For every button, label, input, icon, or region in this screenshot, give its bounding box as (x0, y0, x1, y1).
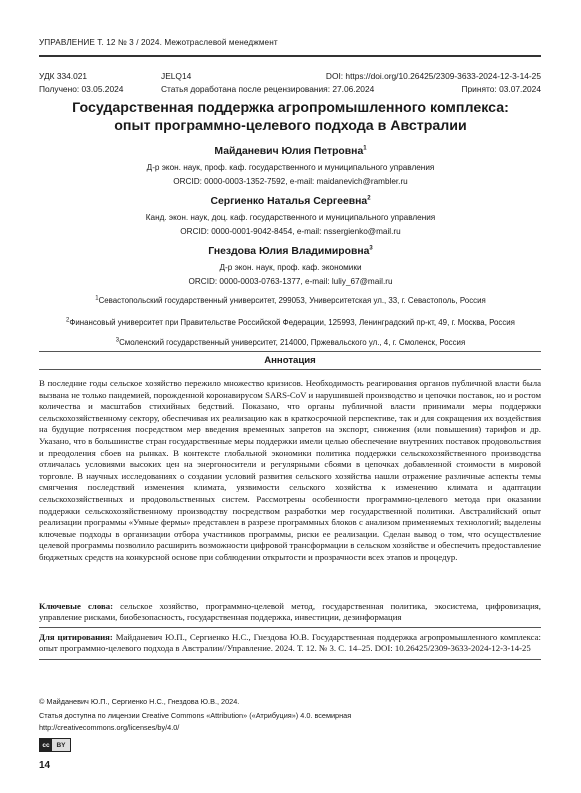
license-url[interactable]: http://creativecommons.org/licenses/by/4.0/ (39, 723, 180, 732)
article-title (20, 99, 561, 135)
revised-date: Статья доработана после рецензирования: 27.06.2024 (161, 84, 375, 94)
institution-2: $^2$Финансовый университет при Правительстве Российской Федерации, 125993, Ленинградский пр-кт, 49, г. Москва, Россия (66, 317, 515, 327)
keywords-text: сельское хозяйство, программно-целевой метод, государственная политика, экосистема, цифровизация, управление рисками, биобезопасность, государственная поддержка, инвестиции, дезинформация (39, 601, 541, 623)
author-position-1: Д-р экон. наук, проф. каф. государственного и муниципального управления (146, 163, 435, 172)
title-line-2: опыт программно-целевого подхода в Австралии (114, 118, 467, 134)
author-name-2: Сергиенко Наталья Сергеевна$^2$ (210, 195, 371, 207)
license-notice: Статья доступна по лицензии Creative Commons «Attribution» («Атрибуция») 4.0. всемирная (39, 711, 352, 720)
cc-by-license-icon[interactable] (39, 738, 71, 752)
author-contact-1: ORCID: 0000-0003-1352-7592, e-mail: maidanevich@rambler.ru (173, 177, 408, 186)
cc-icon: cc (40, 739, 52, 751)
abstract-heading: Аннотация (264, 355, 316, 366)
page-number: 14 (39, 760, 51, 771)
author-position-2: Канд. экон. наук, доц. каф. государственного и муниципального управления (145, 213, 436, 222)
citation-block (39, 632, 541, 655)
copyright-notice: © Майданевич Ю.П., Сергиенко Н.С., Гнездова Ю.В., 2024. (39, 697, 240, 706)
header-rule (39, 55, 541, 57)
author-name-3: Гнездова Юлия Владимировна$^3$ (208, 245, 373, 257)
by-icon: BY (56, 741, 66, 749)
author-contact-3: ORCID: 0000-0003-0763-1377, e-mail: luliy_67@mail.ru (188, 277, 393, 286)
institution-1: $^1$Севастопольский государственный университет, 299053, Университетская ул., 33, г. Севастополь, Россия (95, 295, 486, 305)
title-line-1: Государственная поддержка агропромышленного комплекса: (72, 100, 509, 116)
keywords-label: Ключевые слова: (39, 601, 113, 611)
abstract-text: В последние годы сельское хозяйство пережило множество кризисов. Необходимость реагирования органов публичной власти была вызвана не только пандемией, порожденной коронавирусом SARS-CoV и нарушившей производство и цепочки поставок, но и ростом количества и масштабов стихийных бедствий. Показано, что органы публичной власти принимали меры поддержки сельскохозяйственному сектору, обеспечивая их реализацию как в краткосрочной перспективе, так и для сокращения их воздействия на будущие потрясения посредством мер введения временных запретов на экспорт, снижения (или повышения) тарифов и др. Указано, что в большинстве стран государственные меры поддержки имели целью обеспечение внутренних поставок продовольствия и преодоления сбоев на рынках. В контексте глобальной экономики политика поддержки сельскохозяйственного производства отличалась условиями высоких цен на энергоносители и регулярными сбоями в цепочках добавленной стоимости в мировой торговле. В научных исследованиях о создании условий развития сельского хозяйства нашли отражение различные аспекты темы смягчения последствий изменения климата, уязвимости сельского хозяйства к изменению климата и адаптации сельскохозяйственных и продовольственных систем. Рассмотрены особенности программно-целевого метода при оказании поддержки сельскохозяйственному производству посредством разработки мер государственной политики. Австралийский опыт реализации программы «Умные фермы» представлен в разрезе программных блоков с анализом применяемых технологий; выделены ключевые подходы в организации отбора участников программы, риски ее реализации. Сделан вывод о том, что осуществление целевой программы позволило расширить возможности цифровой трансформации в сельском хозяйстве и обеспечить предоставление бюджетных средств на конкурсной основе при соблюдении открытости и прозрачности всех этапов и процедур. (39, 378, 541, 562)
keywords-block (39, 601, 541, 624)
accepted-date: Принято: 03.07.2024 (461, 84, 541, 94)
received-date: Получено: 03.05.2024 (39, 84, 124, 94)
citation-label: Для цитирования: (39, 632, 113, 642)
citation-text: Майданевич Ю.П., Сергиенко Н.С., Гнездова Ю.В. Государственная поддержка агропромышленного комплекса: опыт программно-целевого подхода в Австралии//Управление. 2024. Т. 12. № 3. С. 14–25. DOI: 10.26425/2309-3633-2024-12-3-14-25 (39, 632, 541, 654)
abstract-rule-top (39, 351, 541, 352)
abstract-rule-bottom (39, 369, 541, 370)
author-contact-2: ORCID: 0000-0001-9042-8454, e-mail: nssergienko@mail.ru (180, 227, 401, 236)
citation-rule-top (39, 627, 541, 628)
running-head: УПРАВЛЕНИЕ Т. 12 № 3 / 2024. Межотраслевой менеджмент (39, 38, 278, 47)
jel-code: JELQ14 (161, 71, 192, 81)
institution-3: $^3$Смоленский государственный университет, 214000, Пржевальского ул., 4, г. Смоленск, Россия (115, 337, 466, 347)
citation-rule-bottom (39, 659, 541, 660)
doi-link[interactable]: DOI: https://doi.org/10.26425/2309-3633-2024-12-3-14-25 (325, 71, 541, 81)
author-name-1: Майданевич Юлия Петровна$^1$ (214, 145, 367, 157)
author-position-3: Д-р экон. наук, проф. каф. экономики (219, 263, 362, 272)
udk-code: УДК 334.021 (39, 71, 88, 81)
